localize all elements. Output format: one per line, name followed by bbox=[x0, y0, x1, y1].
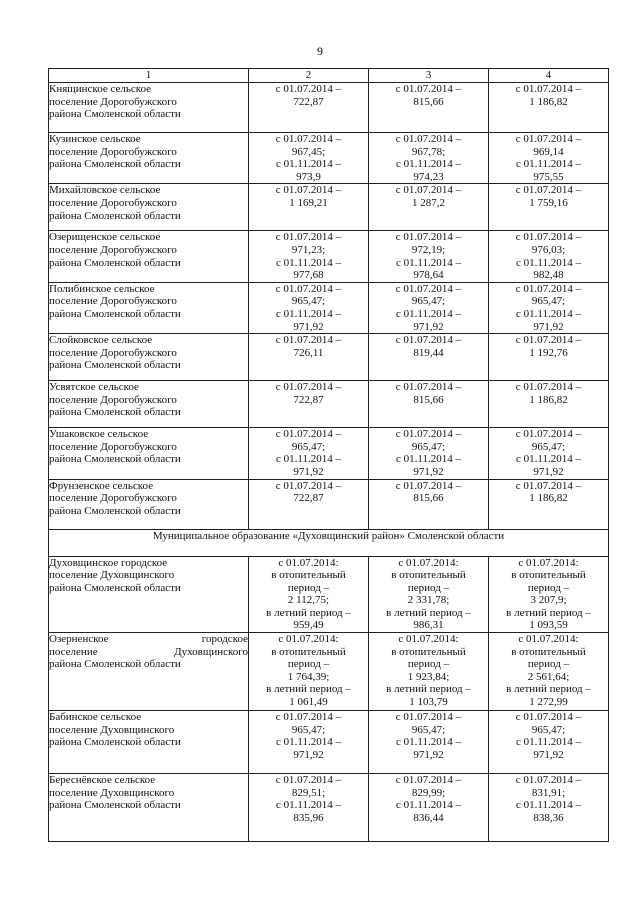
settlement-name-line: района Смоленской области bbox=[49, 209, 181, 222]
tariff-value-line: 1 093,59 bbox=[529, 619, 568, 632]
tariff-cell-col2 bbox=[249, 479, 369, 529]
tariff-cell-col4 bbox=[489, 556, 609, 633]
dukhovshchina-rows bbox=[49, 556, 609, 842]
settlement-name-line: поселение Дорогобужского bbox=[49, 346, 177, 359]
tariff-value-line: 971,92 bbox=[293, 465, 324, 478]
settlement-name-line: района Смоленской области bbox=[49, 658, 181, 671]
tariff-value-line: с 01.07.2014 – bbox=[395, 381, 462, 394]
tariff-value-line: с 01.11.2014 – bbox=[516, 307, 581, 320]
tariff-value-line: 971,92 bbox=[533, 748, 564, 761]
page-number: 9 bbox=[317, 44, 323, 58]
settlement-name-line: Михайловское сельское bbox=[49, 184, 161, 197]
tariff-value-line: 971,92 bbox=[533, 465, 564, 478]
tariff-value-line: в отопительный bbox=[391, 569, 466, 582]
tariff-value-line: период – bbox=[407, 581, 450, 594]
settlement-name-cell bbox=[49, 184, 249, 231]
tariff-value-line: с 01.11.2014 – bbox=[396, 799, 461, 812]
tariff-value-line: 722,87 bbox=[293, 95, 324, 108]
header-row bbox=[49, 69, 609, 83]
tariff-value-line: 838,36 bbox=[533, 811, 564, 824]
tariff-value-line: 971,23; bbox=[291, 243, 326, 256]
tariff-value-line: 965,47; bbox=[531, 295, 566, 308]
tariff-value-line: 835,96 bbox=[293, 811, 324, 824]
table-row bbox=[49, 184, 609, 231]
settlement-name-cell bbox=[49, 479, 249, 529]
settlement-name-cell bbox=[49, 334, 249, 381]
settlement-name-cell bbox=[49, 774, 249, 842]
tariff-value-line: 815,66 bbox=[413, 95, 444, 108]
tariff-cell-col2 bbox=[249, 334, 369, 381]
tariff-value-line: с 01.07.2014 – bbox=[515, 428, 582, 441]
tariff-value-line: 965,47; bbox=[411, 440, 446, 453]
tariff-value-line: 722,87 bbox=[293, 393, 324, 406]
tariff-value-line: 815,66 bbox=[413, 492, 444, 505]
tariff-value-line: 971,92 bbox=[293, 748, 324, 761]
settlement-name-line: Ушаковское сельское bbox=[49, 428, 149, 441]
table-row bbox=[49, 381, 609, 428]
tariff-value-line: 971,92 bbox=[293, 320, 324, 333]
settlement-name-line: поселение Дорогобужского bbox=[49, 95, 177, 108]
tariff-value-line: с 01.07.2014 – bbox=[515, 334, 582, 347]
tariff-cell-col2 bbox=[249, 556, 369, 633]
tariff-value-line: с 01.07.2014 – bbox=[395, 231, 462, 244]
tariff-value-line: с 01.07.2014 – bbox=[395, 184, 462, 197]
tariff-value-line: с 01.11.2014 – bbox=[276, 158, 341, 171]
tariff-value-line: с 01.11.2014 – bbox=[276, 453, 341, 466]
tariff-value-line: в отопительный bbox=[271, 645, 346, 658]
tariff-value-line: с 01.07.2014: bbox=[518, 556, 579, 569]
settlement-name-line: района Смоленской области bbox=[49, 581, 181, 594]
tariff-value-line: с 01.07.2014 – bbox=[395, 282, 462, 295]
section-block bbox=[49, 529, 609, 556]
table-row bbox=[49, 231, 609, 282]
tariff-value-line: с 01.07.2014 – bbox=[275, 133, 342, 145]
section-row bbox=[49, 529, 609, 556]
tariff-value-line: 831,91; bbox=[531, 786, 566, 799]
tariff-value-line: с 01.07.2014: bbox=[518, 633, 579, 646]
tariff-value-line: 971,92 bbox=[533, 320, 564, 333]
tariff-cell-col2 bbox=[249, 83, 369, 133]
tariff-value-line: с 01.07.2014 – bbox=[395, 479, 462, 492]
tariff-value-line: с 01.11.2014 – bbox=[276, 256, 341, 269]
tariff-value-line: с 01.07.2014 – bbox=[515, 479, 582, 492]
tariff-cell-col4 bbox=[489, 428, 609, 479]
tariff-value-line: с 01.07.2014 – bbox=[515, 184, 582, 197]
tariff-cell-col3 bbox=[369, 479, 489, 529]
section-title: Муниципальное образование «Духовщинский район» Смоленской области bbox=[49, 529, 609, 556]
tariff-value-line: в отопительный bbox=[391, 645, 466, 658]
tariff-cell-col2 bbox=[249, 381, 369, 428]
tariff-cell-col2 bbox=[249, 774, 369, 842]
tariff-cell-col4 bbox=[489, 231, 609, 282]
tariff-value-line: 972,19; bbox=[411, 243, 446, 256]
tariff-value-line: с 01.07.2014 – bbox=[395, 711, 462, 724]
dorogobuzh-rows bbox=[49, 83, 609, 530]
tariff-value-line: 1 061,49 bbox=[289, 696, 328, 709]
tariff-value-line: 836,44 bbox=[413, 811, 444, 824]
tariff-cell-col4 bbox=[489, 381, 609, 428]
settlement-name-line: Кузинское сельское bbox=[49, 133, 141, 145]
tariff-value-line: 1 186,82 bbox=[529, 492, 568, 505]
settlement-name-line: района Смоленской области bbox=[49, 799, 181, 812]
tariff-cell-col3 bbox=[369, 711, 489, 774]
tariff-cell-col4 bbox=[489, 711, 609, 774]
settlement-name-line: поселение Дорогобужского bbox=[49, 393, 177, 406]
tariff-value-line: 965,47; bbox=[291, 295, 326, 308]
tariff-value-line: с 01.11.2014 – bbox=[276, 799, 341, 812]
settlement-name-cell bbox=[49, 282, 249, 333]
tariff-value-line: с 01.11.2014 – bbox=[516, 736, 581, 749]
settlement-name-cell bbox=[49, 381, 249, 428]
tariff-value-line: с 01.07.2014 – bbox=[275, 334, 342, 347]
tariff-value-line: 1 169,21 bbox=[289, 196, 328, 209]
tariff-cell-col2 bbox=[249, 231, 369, 282]
tariff-value-line: с 01.07.2014 – bbox=[395, 83, 462, 95]
tariff-value-line: с 01.07.2014 – bbox=[395, 774, 462, 787]
settlement-name-cell bbox=[49, 711, 249, 774]
tariff-value-line: период – bbox=[287, 581, 330, 594]
settlement-name-line: Бабинское сельское bbox=[49, 711, 142, 724]
tariff-value-line: период – bbox=[527, 658, 570, 671]
tariff-value-line: с 01.07.2014 – bbox=[395, 133, 462, 145]
tariff-value-line: с 01.07.2014 – bbox=[395, 428, 462, 441]
tariff-cell-col3 bbox=[369, 83, 489, 133]
tariff-value-line: 965,47; bbox=[411, 723, 446, 736]
tariff-value-line: в летний период – bbox=[266, 683, 351, 696]
tariff-value-line: период – bbox=[287, 658, 330, 671]
tariff-cell-col4 bbox=[489, 184, 609, 231]
tariff-value-line: с 01.07.2014 – bbox=[275, 774, 342, 787]
settlement-name-line: поселение Дорогобужского bbox=[49, 295, 177, 308]
tariff-cell-col4 bbox=[489, 83, 609, 133]
tariff-cell-col4 bbox=[489, 133, 609, 184]
settlement-name-line: района Смоленской области bbox=[49, 406, 181, 419]
tariff-value-line: 1 186,82 bbox=[529, 95, 568, 108]
table-row bbox=[49, 282, 609, 333]
tariff-cell-col3 bbox=[369, 774, 489, 842]
tariff-cell-col2 bbox=[249, 428, 369, 479]
tariff-value-line: 1 759,16 bbox=[529, 196, 568, 209]
tariff-cell-col2 bbox=[249, 711, 369, 774]
tariff-cell-col3 bbox=[369, 184, 489, 231]
tariff-value-line: 971,92 bbox=[413, 465, 444, 478]
tariff-value-line: 2 331,78; bbox=[407, 594, 450, 607]
tariff-value-line: с 01.11.2014 – bbox=[396, 453, 461, 466]
tariff-value-line: 829,51; bbox=[291, 786, 326, 799]
settlement-name-line: поселение Дорогобужского bbox=[49, 196, 177, 209]
tariff-value-line: с 01.07.2014 – bbox=[275, 231, 342, 244]
column-header-2: 2 bbox=[249, 69, 369, 83]
tariff-cell-col3 bbox=[369, 334, 489, 381]
tariff-value-line: 1 272,99 bbox=[529, 696, 568, 709]
tariff-value-line: в летний период – bbox=[506, 683, 591, 696]
settlement-name-cell bbox=[49, 83, 249, 133]
settlement-name-line: Фрунзенское сельское bbox=[49, 479, 154, 492]
tariff-value-line: с 01.07.2014 – bbox=[275, 83, 342, 95]
tariff-value-line: с 01.07.2014 – bbox=[515, 381, 582, 394]
tariff-cell-col3 bbox=[369, 633, 489, 711]
tariff-value-line: 1 186,82 bbox=[529, 393, 568, 406]
tariff-value-line: 2 561,64; bbox=[527, 670, 570, 683]
column-header-3: 3 bbox=[369, 69, 489, 83]
tariff-value-line: в летний период – bbox=[386, 683, 471, 696]
table-row bbox=[49, 334, 609, 381]
settlement-name-cell bbox=[49, 428, 249, 479]
tariff-value-line: 975,55 bbox=[533, 170, 564, 183]
tariff-cell-col2 bbox=[249, 184, 369, 231]
tariff-value-line: 965,47; bbox=[531, 440, 566, 453]
tariff-cell-col4 bbox=[489, 334, 609, 381]
tariff-value-line: 965,47; bbox=[291, 440, 326, 453]
tariff-cell-col2 bbox=[249, 633, 369, 711]
table-row bbox=[49, 83, 609, 133]
tariff-value-line: с 01.07.2014: bbox=[278, 556, 339, 569]
settlement-name-line: района Смоленской области bbox=[49, 256, 181, 269]
settlement-name-line: Слойковское сельское bbox=[49, 334, 153, 347]
settlement-name-line: поселение Духовщинского bbox=[49, 645, 248, 658]
tariff-value-line: 974,23 bbox=[413, 170, 444, 183]
tariff-cell-col4 bbox=[489, 633, 609, 711]
tariff-value-line: с 01.07.2014 – bbox=[515, 282, 582, 295]
tariff-value-line: с 01.07.2014 – bbox=[515, 774, 582, 787]
tariff-value-line: с 01.11.2014 – bbox=[396, 307, 461, 320]
tariff-value-line: с 01.07.2014: bbox=[398, 556, 459, 569]
tariff-cell-col2 bbox=[249, 282, 369, 333]
tariff-value-line: с 01.07.2014 – bbox=[275, 282, 342, 295]
column-header-4: 4 bbox=[489, 69, 609, 83]
tariff-value-line: 976,03; bbox=[531, 243, 566, 256]
tariff-value-line: 1 103,79 bbox=[409, 696, 448, 709]
tariff-value-line: с 01.07.2014 – bbox=[395, 334, 462, 347]
tariff-value-line: 1 287,2 bbox=[412, 196, 445, 209]
tariff-value-line: с 01.07.2014 – bbox=[275, 428, 342, 441]
tariff-value-line: с 01.07.2014 – bbox=[275, 381, 342, 394]
settlement-name-line: района Смоленской области bbox=[49, 504, 181, 517]
table-row bbox=[49, 774, 609, 842]
settlement-name-line: района Смоленской области bbox=[49, 108, 181, 121]
settlement-name-line: района Смоленской области bbox=[49, 307, 181, 320]
tariff-value-line: с 01.07.2014 – bbox=[275, 479, 342, 492]
tariff-table bbox=[48, 68, 609, 842]
tariff-value-line: 967,45; bbox=[291, 145, 326, 158]
tariff-value-line: в летний период – bbox=[266, 606, 351, 619]
settlement-name-cell bbox=[49, 133, 249, 184]
tariff-value-line: с 01.07.2014: bbox=[278, 633, 339, 646]
settlement-name-line: Озерищенское сельское bbox=[49, 231, 161, 244]
settlement-name-line: поселение Дорогобужского bbox=[49, 492, 177, 505]
settlement-name-line: Княщинское сельское bbox=[49, 83, 152, 95]
settlement-name-line: Полибинское сельское bbox=[49, 282, 155, 295]
tariff-value-line: с 01.07.2014 – bbox=[515, 83, 582, 95]
tariff-cell-col4 bbox=[489, 282, 609, 333]
tariff-cell-col3 bbox=[369, 556, 489, 633]
tariff-value-line: 982,48 bbox=[533, 269, 564, 282]
tariff-value-line: 2 112,75; bbox=[287, 594, 330, 607]
settlement-name-line: поселение Духовщинского bbox=[49, 786, 175, 799]
tariff-value-line: 965,47; bbox=[531, 723, 566, 736]
table-row bbox=[49, 556, 609, 633]
tariff-value-line: в отопительный bbox=[271, 569, 346, 582]
tariff-value-line: с 01.07.2014 – bbox=[275, 711, 342, 724]
tariff-value-line: 1 923,84; bbox=[407, 670, 450, 683]
tariff-cell-col4 bbox=[489, 774, 609, 842]
tariff-cell-col3 bbox=[369, 381, 489, 428]
settlement-name-line: поселение Дорогобужского bbox=[49, 440, 177, 453]
tariff-value-line: с 01.07.2014 – bbox=[275, 184, 342, 197]
tariff-value-line: 722,87 bbox=[293, 492, 324, 505]
tariff-value-line: период – bbox=[407, 658, 450, 671]
tariff-value-line: в отопительный bbox=[511, 569, 586, 582]
tariff-value-line: период – bbox=[527, 581, 570, 594]
settlement-name-line: поселение Духовщинского bbox=[49, 723, 175, 736]
tariff-value-line: 1 192,76 bbox=[529, 346, 568, 359]
tariff-value-line: 977,68 bbox=[293, 269, 324, 282]
settlement-name-line: района Смоленской области bbox=[49, 359, 181, 372]
tariff-value-line: 829,99; bbox=[411, 786, 446, 799]
settlement-name-line: Береснёвское сельское bbox=[49, 774, 156, 787]
tariff-value-line: 726,11 bbox=[293, 346, 324, 359]
tariff-cell-col2 bbox=[249, 133, 369, 184]
tariff-value-line: с 01.11.2014 – bbox=[396, 736, 461, 749]
tariff-value-line: 971,92 bbox=[413, 320, 444, 333]
tariff-value-line: с 01.11.2014 – bbox=[516, 799, 581, 812]
tariff-cell-col3 bbox=[369, 428, 489, 479]
table-row bbox=[49, 133, 609, 184]
settlement-name-line: района Смоленской области bbox=[49, 158, 181, 171]
tariff-value-line: 973,9 bbox=[296, 170, 321, 183]
tariff-value-line: 965,47; bbox=[411, 295, 446, 308]
settlement-name-line: района Смоленской области bbox=[49, 736, 181, 749]
tariff-value-line: с 01.07.2014 – bbox=[515, 133, 582, 145]
settlement-name-line: Усвятское сельское bbox=[49, 381, 139, 394]
tariff-value-line: в летний период – bbox=[506, 606, 591, 619]
settlement-name-line: района Смоленской области bbox=[49, 453, 181, 466]
tariff-value-line: с 01.07.2014 – bbox=[515, 711, 582, 724]
tariff-value-line: с 01.11.2014 – bbox=[396, 256, 461, 269]
tariff-value-line: с 01.11.2014 – bbox=[276, 307, 341, 320]
tariff-value-line: 965,47; bbox=[291, 723, 326, 736]
tariff-value-line: в летний период – bbox=[386, 606, 471, 619]
column-header-1: 1 bbox=[49, 69, 249, 83]
tariff-value-line: с 01.11.2014 – bbox=[516, 158, 581, 171]
table-row bbox=[49, 428, 609, 479]
settlement-name-line: поселение Дорогобужского bbox=[49, 243, 177, 256]
table-row bbox=[49, 711, 609, 774]
tariff-value-line: 1 764,39; bbox=[287, 670, 330, 683]
table-row bbox=[49, 633, 609, 711]
settlement-name-cell bbox=[49, 633, 249, 711]
tariff-value-line: 819,44 bbox=[413, 346, 444, 359]
settlement-name-line: поселение Духовщинского bbox=[49, 569, 175, 582]
settlement-name-line: Озерненское городское bbox=[49, 633, 248, 646]
tariff-value-line: 959,49 bbox=[293, 619, 324, 632]
tariff-value-line: 971,92 bbox=[413, 748, 444, 761]
tariff-value-line: с 01.11.2014 – bbox=[516, 256, 581, 269]
tariff-value-line: 986,31 bbox=[413, 619, 444, 632]
settlement-name-line: поселение Дорогобужского bbox=[49, 145, 177, 158]
tariff-cell-col4 bbox=[489, 479, 609, 529]
tariff-value-line: 967,78; bbox=[411, 145, 446, 158]
tariff-value-line: 969,14 bbox=[533, 145, 564, 158]
tariff-cell-col3 bbox=[369, 282, 489, 333]
settlement-name-line: Духовщинское городское bbox=[49, 556, 168, 569]
tariff-value-line: в отопительный bbox=[511, 645, 586, 658]
settlement-name-cell bbox=[49, 556, 249, 633]
tariff-value-line: с 01.07.2014: bbox=[398, 633, 459, 646]
tariff-value-line: 3 207,9; bbox=[530, 594, 567, 607]
tariff-cell-col3 bbox=[369, 231, 489, 282]
table-row bbox=[49, 479, 609, 529]
settlement-name-cell bbox=[49, 231, 249, 282]
tariff-value-line: с 01.11.2014 – bbox=[396, 158, 461, 171]
tariff-value-line: с 01.07.2014 – bbox=[515, 231, 582, 244]
tariff-value-line: с 01.11.2014 – bbox=[516, 453, 581, 466]
tariff-cell-col3 bbox=[369, 133, 489, 184]
tariff-value-line: с 01.11.2014 – bbox=[276, 736, 341, 749]
tariff-value-line: 978,64 bbox=[413, 269, 444, 282]
tariff-value-line: 815,66 bbox=[413, 393, 444, 406]
